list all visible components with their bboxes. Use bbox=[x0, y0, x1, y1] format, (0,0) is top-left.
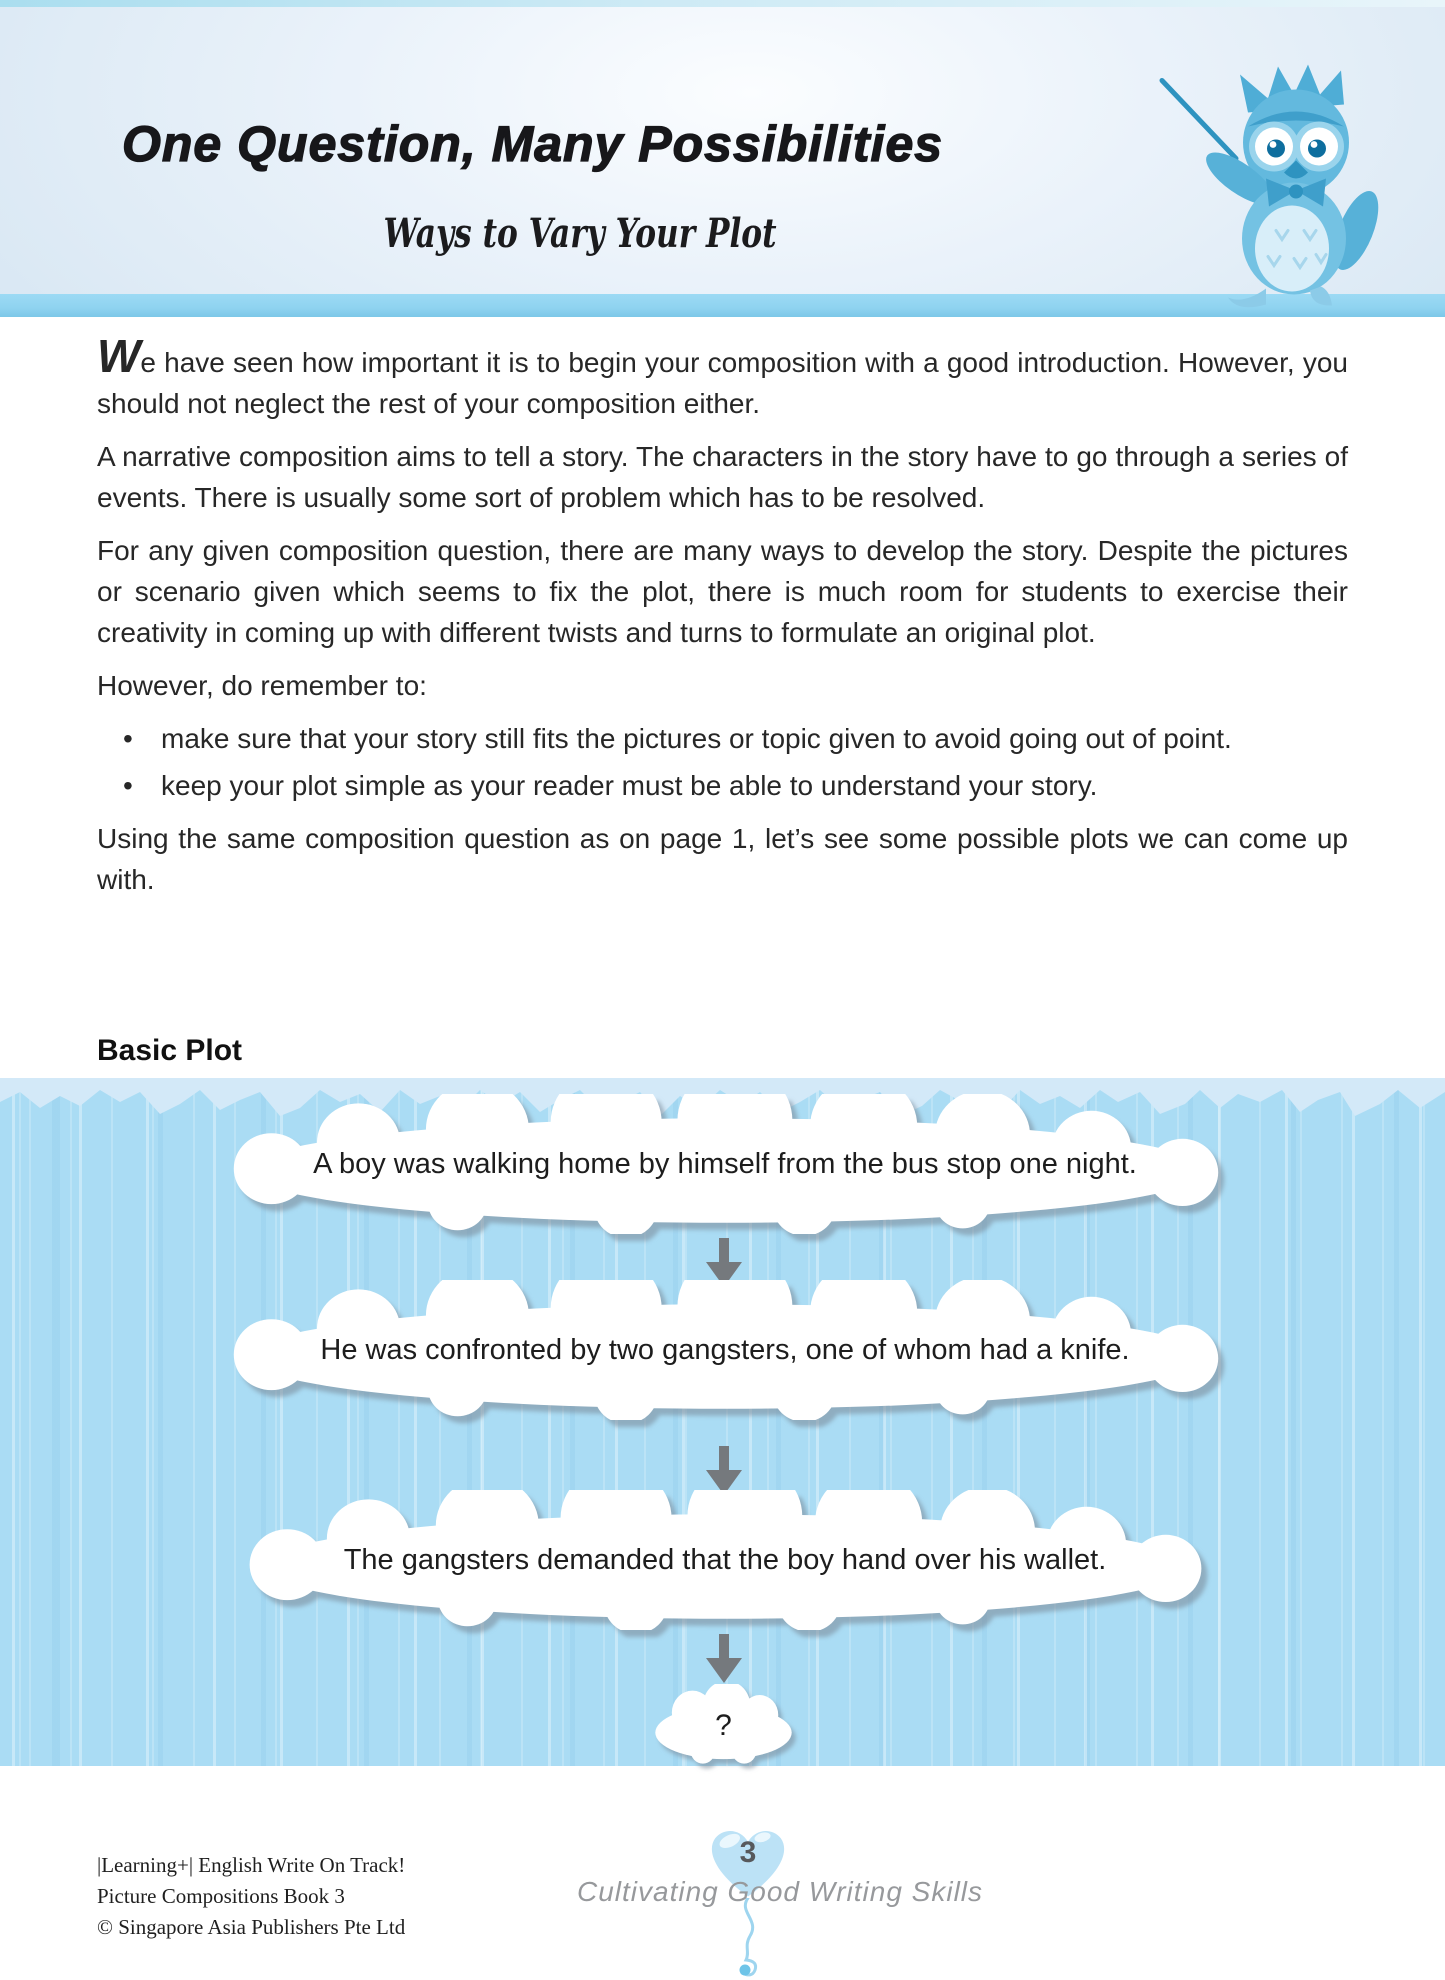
plot-step-cloud bbox=[210, 1094, 1240, 1234]
owl-mascot-icon bbox=[1136, 58, 1436, 308]
list-item bbox=[97, 718, 1348, 759]
bullet-icon: • bbox=[123, 723, 133, 754]
down-arrow-icon bbox=[705, 1446, 743, 1496]
list-item bbox=[97, 765, 1348, 806]
paragraph-many-ways: For any given composition question, there are many ways to develop the story. Despite the pictures or scenario given which seems to fix the plot, there is much room for students to exercise their creativity in coming up with different twists and turns to formulate an original plot. bbox=[97, 535, 1348, 648]
drop-cap: W bbox=[97, 330, 141, 382]
imprint-line: © Singapore Asia Publishers Pte Ltd bbox=[97, 1915, 406, 1939]
down-arrow-icon bbox=[705, 1634, 743, 1684]
imprint-line: |Learning+| English Write On Track! bbox=[97, 1853, 406, 1877]
intro-text-block bbox=[0, 330, 1445, 912]
imprint-line: Picture Compositions Book 3 bbox=[97, 1884, 345, 1908]
basic-plot-section bbox=[0, 1078, 1445, 1766]
paragraph-remember: However, do remember to: bbox=[97, 670, 427, 701]
paragraph-intro-text: e have seen how important it is to begin your composition with a good introduction. However, you should not neglect the rest of your composition either. bbox=[97, 347, 1348, 419]
page-number: 3 bbox=[739, 1836, 757, 1869]
reminder-list bbox=[97, 718, 1348, 806]
balloon-string-icon bbox=[718, 1898, 778, 1978]
top-accent-strip bbox=[0, 0, 1445, 7]
paragraph-same-question: Using the same composition question as on page 1, let’s see some possible plots we can come up with. bbox=[97, 823, 1348, 895]
plot-step-text: ? bbox=[715, 1709, 732, 1742]
plot-step-text: The gangsters demanded that the boy hand over his wallet. bbox=[343, 1543, 1107, 1576]
plot-step-text: A boy was walking home by himself from the bus stop one night. bbox=[313, 1147, 1137, 1180]
publisher-imprint bbox=[97, 1850, 405, 1943]
plot-step-cloud bbox=[210, 1490, 1240, 1630]
list-item-text: make sure that your story still fits the pictures or topic given to avoid going out of point. bbox=[161, 723, 1232, 754]
plot-step-cloud-question bbox=[646, 1684, 801, 1768]
page-subtitle: Ways to Vary Your Plot bbox=[383, 210, 777, 257]
list-item-text: keep your plot simple as your reader must be able to understand your story. bbox=[161, 770, 1098, 801]
publisher-slogan: Cultivating Good Writing Skills bbox=[576, 1876, 984, 1907]
plot-step-cloud bbox=[210, 1280, 1240, 1420]
paragraph-narrative: A narrative composition aims to tell a story. The characters in the story have to go through a series of events. There is usually some sort of problem which has to be resolved. bbox=[97, 441, 1348, 513]
section-heading: Basic Plot bbox=[97, 1034, 243, 1067]
bullet-icon: • bbox=[123, 770, 133, 801]
page-title: One Question, Many Possibilities bbox=[122, 116, 944, 172]
paragraph-intro bbox=[97, 330, 1348, 424]
plot-step-text: He was confronted by two gangsters, one of whom had a knife. bbox=[320, 1333, 1130, 1366]
